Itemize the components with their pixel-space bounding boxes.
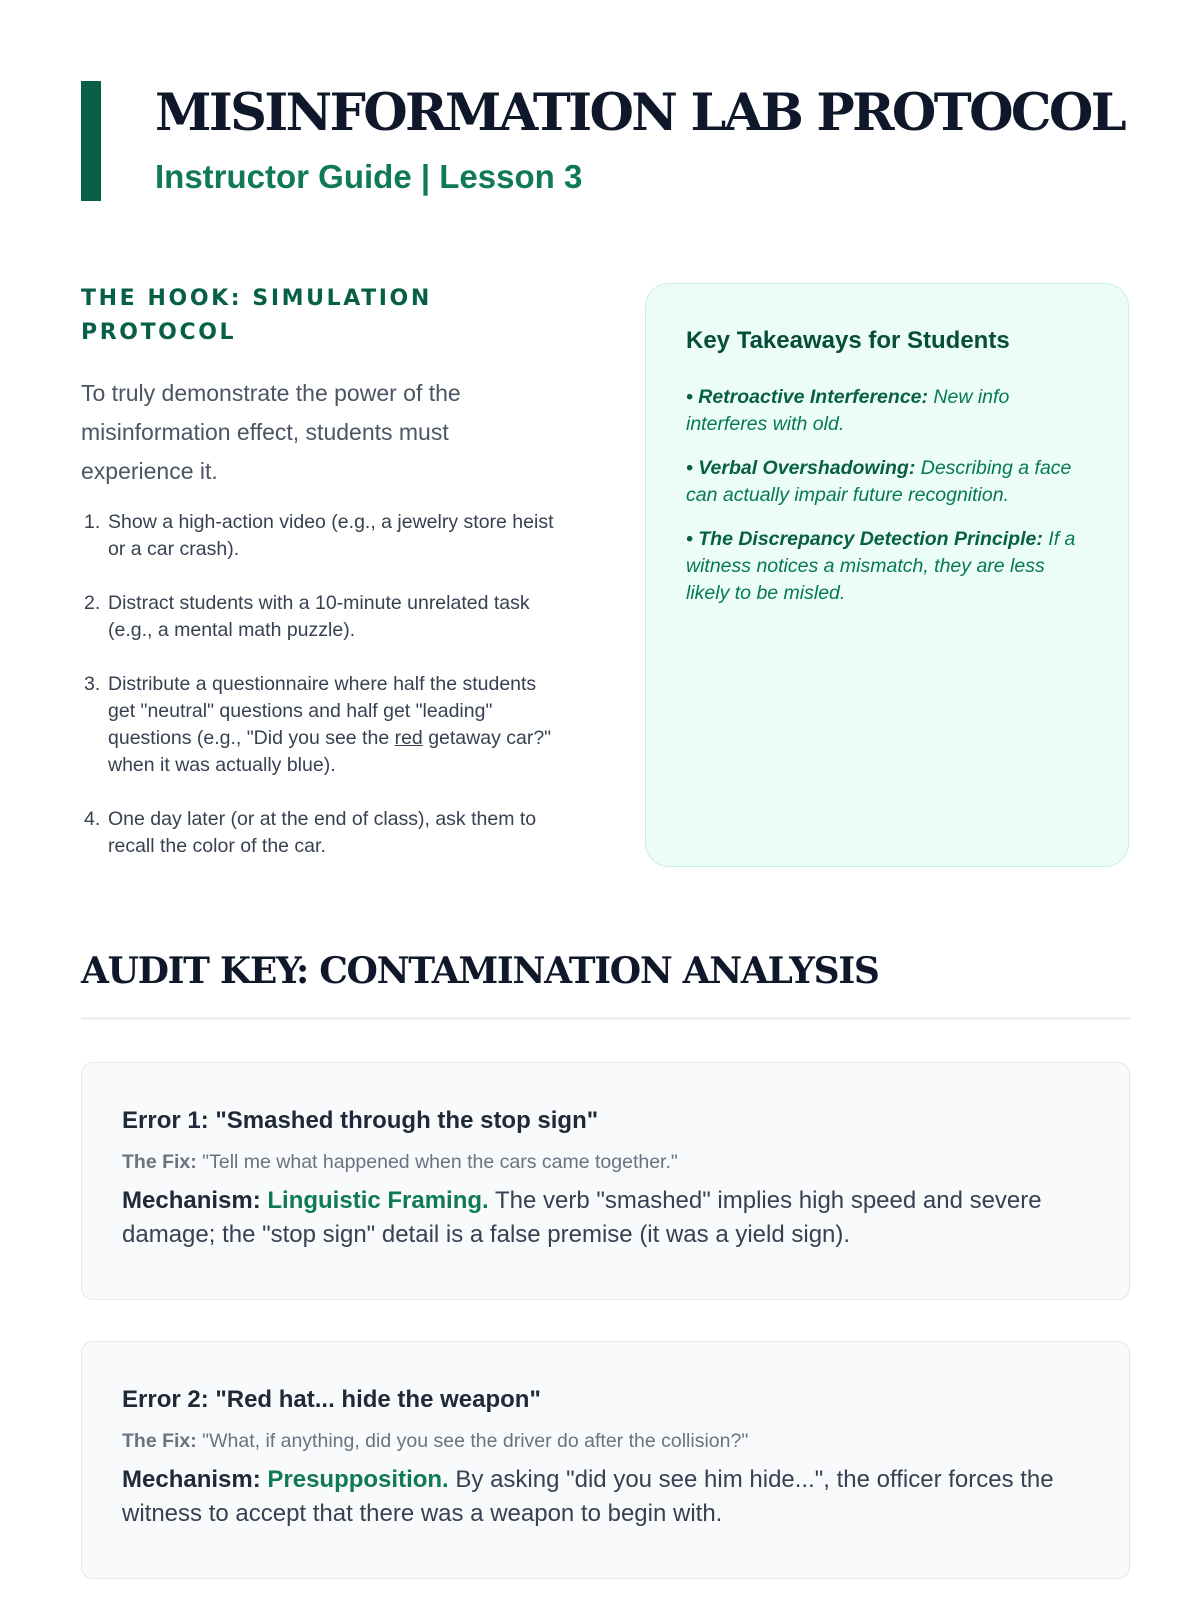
hook-heading: THE HOOK: SIMULATION PROTOCOL: [81, 286, 432, 345]
page-subtitle: Instructor Guide | Lesson 3: [155, 158, 583, 195]
takeaway-item: • Retroactive Interference: New info interferes with old.: [686, 386, 1010, 435]
hook-intro: To truly demonstrate the power of the misinformation effect, students must experience it.: [81, 380, 461, 484]
error-fix: The Fix: "Tell me what happened when the cars came together.": [122, 1151, 678, 1173]
section-divider: [81, 1017, 1130, 1020]
protocol-step: 2. Distract students with a 10-minute unrelated task (e.g., a mental math puzzle).: [84, 592, 530, 641]
protocol-step: 3. Distribute a questionnaire where half the students get "neutral" questions and half get "leading" questions (e.g., "Did you see the red getaway car?" when it was actually blue).: [84, 673, 552, 776]
takeaway-item: • The Discrepancy Detection Principle: If a witness notices a mismatch, they are less likely to be misled.: [686, 528, 1076, 604]
takeaway-item: • Verbal Overshadowing: Describing a face can actually impair future recognition.: [686, 457, 1072, 506]
error-fix: The Fix: "What, if anything, did you see the driver do after the collision?": [122, 1430, 749, 1452]
protocol-step: 1. Show a high-action video (e.g., a jewelry store heist or a car crash).: [84, 511, 554, 560]
header-accent-bar: [81, 81, 101, 201]
page-title: MISINFORMATION LAB PROTOCOL: [155, 83, 1124, 143]
audit-title: AUDIT KEY: CONTAMINATION ANALYSIS: [81, 950, 879, 992]
error-card: [81, 1341, 1130, 1579]
error-mechanism: Mechanism: Linguistic Framing. The verb "smashed" implies high speed and severe damage; the "stop sign" detail is a false premise (it was a yield sign).: [122, 1187, 1042, 1248]
takeaways-title: Key Takeaways for Students: [686, 327, 1010, 354]
key-takeaways-card: [645, 283, 1129, 867]
error-title: Error 1: "Smashed through the stop sign": [122, 1107, 599, 1134]
protocol-step: 4. One day later (or at the end of class), ask them to recall the color of the car.: [84, 808, 537, 857]
protocol-steps: [81, 509, 561, 860]
takeaways-list: [686, 384, 1088, 607]
error-card: [81, 1062, 1130, 1300]
error-title: Error 2: "Red hat... hide the weapon": [122, 1386, 541, 1413]
hook-section: [81, 282, 561, 887]
underlined-word: red: [394, 727, 423, 749]
error-mechanism: Mechanism: Presupposition. By asking "did you see him hide...", the officer forces the witness to accept that there was a weapon to begin with.: [122, 1466, 1054, 1527]
page-header: [81, 81, 1131, 201]
